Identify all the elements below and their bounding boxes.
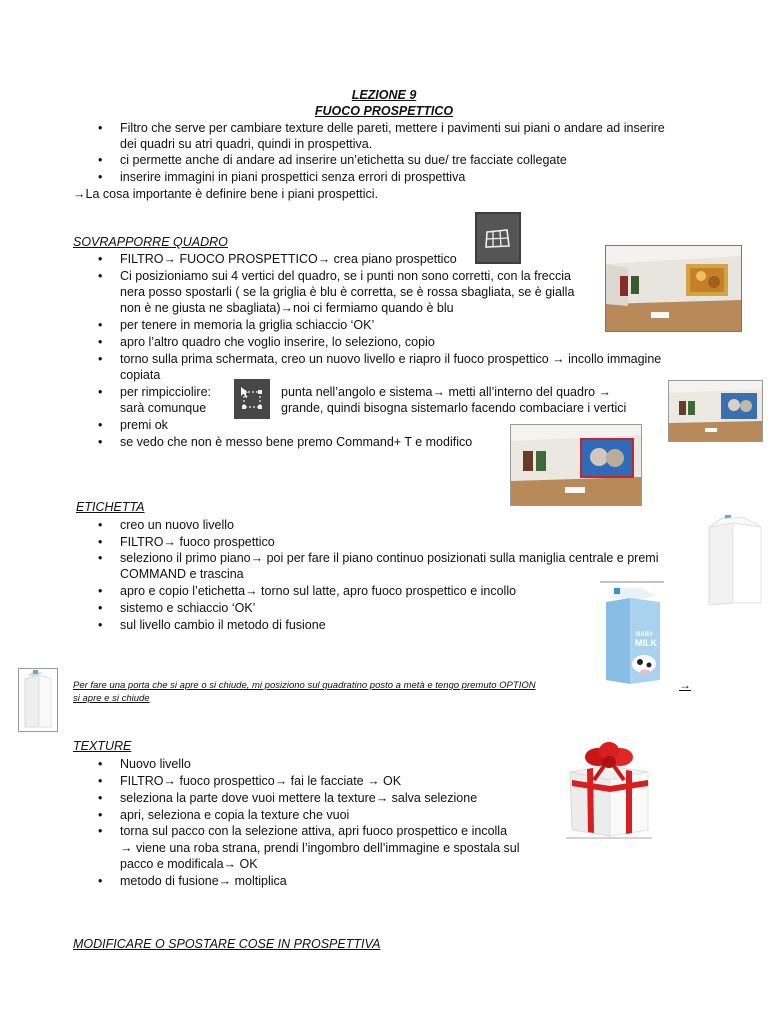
gallery-room-image-1	[605, 245, 742, 332]
carton-label-baby: BABY	[636, 632, 654, 638]
etichetta-bullet-3	[98, 550, 659, 566]
etichetta-text-6: sul livello cambio il metodo di fusione	[120, 618, 326, 632]
etichetta-bullet-6	[98, 617, 326, 633]
texture-text-2: FILTRO→ fuoco prospettico→ fai le facciate → OK	[120, 774, 402, 788]
sovrapporre-text-6: per rimpicciolire:	[120, 385, 211, 399]
bullet-dot: •	[98, 584, 103, 598]
intro-bullet-2	[98, 152, 567, 168]
sovrapporre-text-5: torno sulla prima schermata, creo un nuovo livello e riapro il fuoco prospettico → incollo immagine	[120, 352, 662, 366]
section-heading-modificare: MODIFICARE O SPOSTARE COSE IN PROSPETTIVA	[73, 937, 381, 951]
gift-box-image	[564, 740, 654, 840]
sovrapporre-text-4: apro l’altro quadro che voglio inserire, lo seleziono, copio	[120, 335, 435, 349]
bullet-dot: •	[98, 335, 103, 349]
sovrapporre-side-text-1: punta nell’angolo e sistema→ metti all’interno del quadro →	[281, 385, 612, 399]
bullet-dot: •	[98, 824, 103, 838]
texture-text-5: torna sul pacco con la selezione attiva, apri fuoco prospettico e incolla	[120, 824, 508, 838]
etichetta-bullet-1	[98, 517, 234, 533]
texture-text-3: seleziona la parte dove vuoi mettere la texture→ salva selezione	[120, 791, 478, 805]
etichetta-text-2: FILTRO→ fuoco prospettico	[120, 535, 275, 549]
white-carton-image	[703, 515, 765, 605]
texture-bullet-4	[98, 807, 350, 823]
bullet-dot: •	[98, 757, 103, 771]
etichetta-text-3: seleziono il primo piano→ poi per fare il piano continuo posizionati sulla maniglia centrale e premi	[120, 551, 659, 565]
intro-text-3: inserire immagini in piani prospettici senza errori di prospettiva	[120, 170, 466, 184]
etichetta-bullet-5	[98, 600, 256, 616]
sovrapporre-text-7: premi ok	[120, 418, 168, 432]
small-carton-image	[18, 668, 58, 732]
bullet-dot: •	[98, 121, 103, 135]
bullet-dot: •	[98, 418, 103, 432]
gallery-room-image-3	[510, 424, 642, 506]
bullet-dot: •	[98, 518, 103, 532]
sovrapporre-text-8: se vedo che non è messo bene premo Command+ T e modifico	[120, 435, 473, 449]
texture-bullet-2	[98, 773, 402, 789]
carton-label-milk: MILK	[635, 638, 657, 648]
bullet-dot: •	[98, 601, 103, 615]
bullet-dot: •	[98, 551, 103, 565]
texture-text-4: apri, seleziona e copia la texture che vuoi	[120, 808, 350, 822]
intro-bullet-1	[98, 120, 665, 136]
sovrapporre-text-2: Ci posizioniamo sui 4 vertici del quadro, se i punti non sono corretti, con la freccia	[120, 269, 571, 283]
texture-bullet-5	[98, 823, 508, 839]
sovrapporre-continuation-4: sarà comunque	[120, 401, 207, 415]
bullet-dot: •	[98, 170, 103, 184]
sovrapporre-bullet-8	[98, 434, 473, 450]
bullet-dot: •	[98, 153, 103, 167]
lesson-subtitle: FUOCO PROSPETTICO	[314, 104, 454, 118]
gallery-room-image-2	[668, 380, 763, 442]
bullet-dot: •	[98, 535, 103, 549]
etichetta-continuation: COMMAND e trascina	[120, 567, 244, 581]
sovrapporre-bullet-4	[98, 334, 435, 350]
section-heading-texture: TEXTURE	[73, 739, 132, 753]
bullet-dot: •	[98, 385, 103, 399]
bullet-dot: •	[98, 435, 103, 449]
sovrapporre-bullet-3	[98, 317, 375, 333]
bullet-dot: •	[98, 791, 103, 805]
milk-carton-image	[598, 580, 666, 688]
bullet-dot: •	[98, 618, 103, 632]
bullet-dot: •	[98, 318, 103, 332]
texture-bullet-6	[98, 873, 287, 889]
sovrapporre-bullet-6	[98, 384, 211, 400]
sovrapporre-continuation-3: copiata	[120, 368, 161, 382]
bullet-dot: •	[98, 352, 103, 366]
etichetta-text-4: apro e copio l’etichetta→ torno sul latte, apro fuoco prospettico e incollo	[120, 584, 517, 598]
sovrapporre-continuation-1: nera posso spostarli ( se la griglia è blu è corretta, se è rossa sbagliata, se è gialla	[120, 285, 575, 299]
door-note-line-2: si apre e si chiude	[73, 693, 150, 704]
sovrapporre-bullet-5	[98, 351, 662, 367]
intro-continuation: dei quadri su atri quadri, quindi in prospettiva.	[120, 137, 373, 151]
bullet-dot: •	[98, 774, 103, 788]
bullet-dot: •	[98, 874, 103, 888]
door-note-line-1: Per fare una porta che si apre o si chiude, mi posiziono sul quadratino posto a metà e tengo premuto OPTION	[73, 680, 536, 691]
etichetta-bullet-2	[98, 534, 275, 550]
texture-continuation-2: pacco e modificala→ OK	[120, 857, 258, 871]
intro-arrow-line: →La cosa importante è definire bene i piani prospettici.	[73, 187, 379, 201]
section-heading-sovrapporre: SOVRAPPORRE QUADRO	[73, 235, 228, 249]
sovrapporre-continuation-2: non è ne giusta ne sbagliata)→noi ci fermiamo quando è blu	[120, 301, 454, 315]
etichetta-text-1: creo un nuovo livello	[120, 518, 234, 532]
etichetta-text-5: sistemo e schiaccio ‘OK’	[120, 601, 256, 615]
sovrapporre-text-3: per tenere in memoria la griglia schiaccio ‘OK’	[120, 318, 375, 332]
bullet-dot: •	[98, 808, 103, 822]
texture-bullet-3	[98, 790, 478, 806]
transform-select-icon	[234, 379, 270, 419]
texture-bullet-1	[98, 756, 191, 772]
texture-continuation-1: → viene una roba strana, prendi l’ingombro dell’immagine e spostala sul	[120, 841, 520, 855]
intro-bullet-3	[98, 169, 466, 185]
intro-text-1: Filtro che serve per cambiare texture delle pareti, mettere i pavimenti sui piani o andare ad inserire	[120, 121, 665, 135]
etichetta-bullet-4	[98, 583, 517, 599]
texture-text-1: Nuovo livello	[120, 757, 191, 771]
lesson-title: LEZIONE 9	[351, 88, 417, 102]
section-heading-etichetta: ETICHETTA	[76, 500, 145, 514]
texture-text-6: metodo di fusione→ moltiplica	[120, 874, 287, 888]
intro-text-2: ci permette anche di andare ad inserire un’etichetta su due/ tre facciate collegate	[120, 153, 567, 167]
bullet-dot: •	[98, 252, 103, 266]
sovrapporre-bullet-2	[98, 268, 571, 284]
sovrapporre-bullet-7	[98, 417, 168, 433]
bullet-dot: •	[98, 269, 103, 283]
sovrapporre-bullet-1	[98, 251, 457, 267]
sovrapporre-text-1: FILTRO→ FUOCO PROSPETTICO→ crea piano prospettico	[120, 252, 457, 266]
door-note-arrow: →	[679, 678, 691, 692]
sovrapporre-side-text-2: grande, quindi bisogna sistemarlo facendo combaciare i vertici	[281, 401, 627, 415]
perspective-grid-icon	[475, 212, 521, 264]
